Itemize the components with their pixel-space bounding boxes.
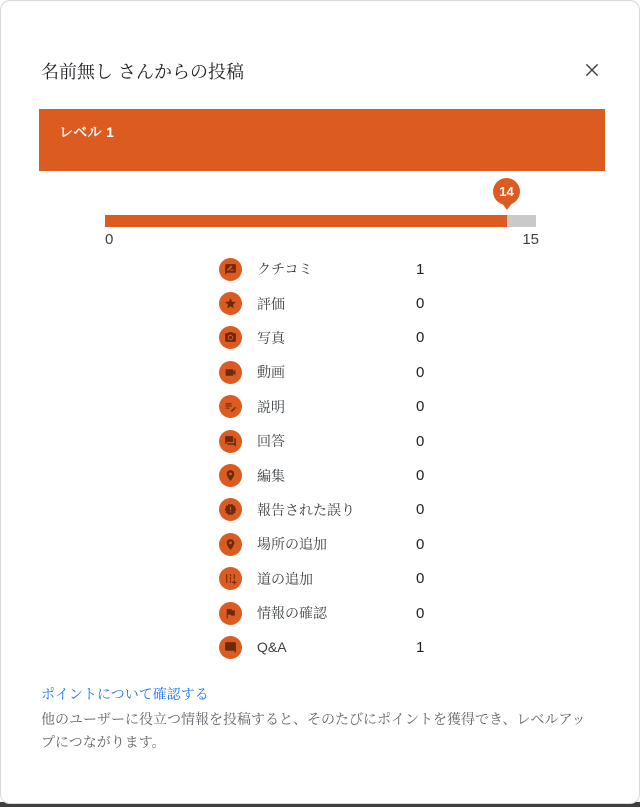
- qa-bubble-icon: [219, 636, 242, 659]
- contribution-label: 場所の追加: [257, 536, 327, 553]
- question-answer-icon: [219, 430, 242, 453]
- contribution-row-answers: [219, 424, 549, 458]
- contribution-value: 0: [416, 604, 425, 622]
- report-error-icon: [219, 498, 242, 521]
- contribution-label: 評価: [257, 295, 285, 312]
- review-icon: [219, 258, 242, 281]
- contribution-label: 編集: [257, 467, 285, 484]
- contribution-label: 説明: [257, 398, 285, 415]
- contribution-value: 0: [416, 570, 425, 588]
- contribution-value: 0: [416, 535, 425, 553]
- contribution-value: 0: [416, 432, 425, 450]
- contribution-value: 0: [416, 398, 425, 416]
- contribution-label: 情報の確認: [257, 605, 327, 622]
- contribution-value: 0: [416, 329, 425, 347]
- contribution-row-reviews: [219, 252, 549, 286]
- contribution-row-edits: [219, 458, 549, 492]
- level-banner: [39, 109, 605, 171]
- dialog-title: 名前無し さんからの投稿: [41, 62, 244, 82]
- contribution-row-videos: [219, 355, 549, 389]
- contribution-label: Q&A: [257, 639, 287, 656]
- contribution-row-facts-checked: [219, 596, 549, 630]
- contribution-value: 0: [416, 467, 425, 485]
- add-location-icon: [219, 533, 242, 556]
- flag-icon: [219, 602, 242, 625]
- contribution-value: 1: [416, 638, 425, 656]
- contribution-row-reported-errors: [219, 493, 549, 527]
- progress-fill: [105, 215, 507, 227]
- contribution-label: 報告された誤り: [257, 501, 355, 518]
- progress-badge: [493, 178, 520, 205]
- contribution-row-descriptions: [219, 390, 549, 424]
- progress-max-label: 15: [522, 231, 539, 248]
- edit-location-icon: [219, 464, 242, 487]
- contribution-label: 回答: [257, 433, 285, 450]
- points-info-link[interactable]: ポイントについて確認する: [41, 686, 209, 702]
- contribution-row-photos: [219, 321, 549, 355]
- contribution-row-ratings: [219, 286, 549, 320]
- contribution-value: 0: [416, 501, 425, 519]
- add-road-icon: [219, 567, 242, 590]
- progress-bar: [105, 215, 536, 227]
- close-button[interactable]: [581, 59, 603, 81]
- progress-current-value: 14: [499, 184, 514, 199]
- points-description: 他のユーザーに役立つ情報を投稿すると、そのたびにポイントを獲得でき、レベルアップにつながります。: [41, 711, 586, 750]
- contribution-value: 0: [416, 295, 425, 313]
- contribution-label: クチコミ: [257, 261, 313, 278]
- contributions-list: [219, 252, 549, 665]
- camera-icon: [219, 326, 242, 349]
- contribution-label: 写真: [257, 329, 285, 346]
- contribution-value: 1: [416, 260, 425, 278]
- edit-note-icon: [219, 395, 242, 418]
- contribution-row-roads-added: [219, 562, 549, 596]
- contribution-row-places-added: [219, 527, 549, 561]
- contribution-row-qa: [219, 630, 549, 664]
- contribution-value: 0: [416, 363, 425, 381]
- videocam-icon: [219, 361, 242, 384]
- star-icon: [219, 292, 242, 315]
- contribution-label: 道の追加: [257, 570, 313, 587]
- close-icon: [584, 62, 600, 78]
- progress-min-label: 0: [105, 231, 114, 248]
- level-label: レベル 1: [59, 124, 115, 140]
- contribution-label: 動画: [257, 364, 285, 381]
